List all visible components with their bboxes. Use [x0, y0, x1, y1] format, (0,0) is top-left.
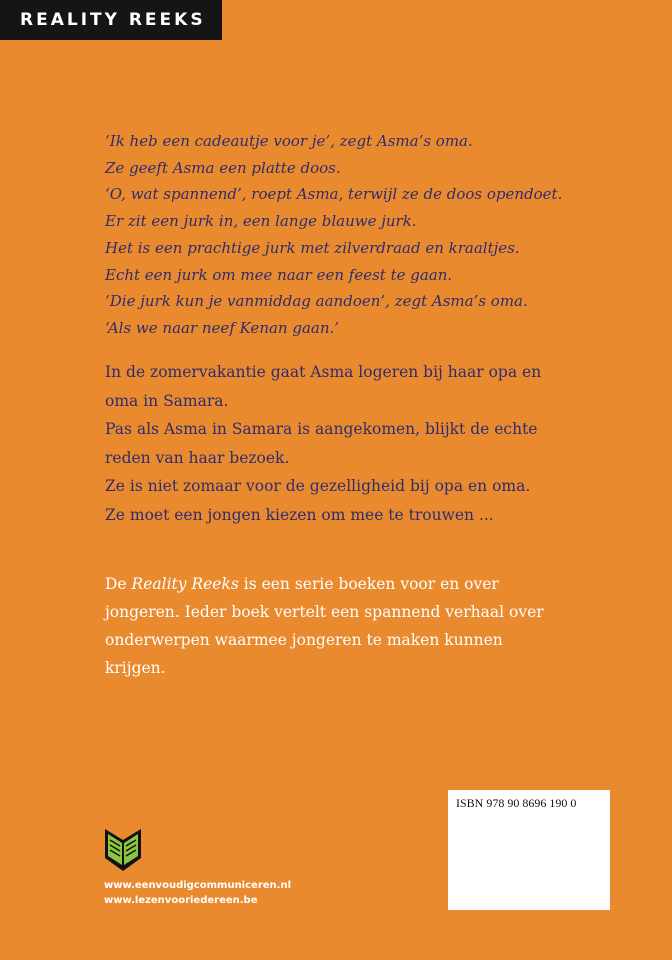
open-book-chevron-icon: [104, 828, 142, 872]
quote-line: ‘Die jurk kun je vanmiddag aandoen’, zegt Asma’s oma.: [105, 292, 528, 311]
about-line: [105, 570, 565, 598]
summary-line: reden van haar bezoek.: [105, 448, 290, 467]
series-name: Reality Reeks: [131, 575, 239, 593]
quote-line: ‘Ik heb een cadeautje voor je’, zegt Asma’s oma.: [105, 132, 473, 150]
quote-line: Het is een prachtige jurk met zilverdraad en kraaltjes.: [105, 238, 520, 257]
summary-line: Ze moet een jongen kiezen om mee te trouwen ...: [105, 505, 494, 524]
series-label: REALITY REEKS: [0, 0, 222, 40]
website-links: [104, 878, 291, 908]
about-line: jongeren. Ieder boek vertelt een spannend verhaal over: [105, 603, 544, 621]
quote-line: ‘Als we naar neef Kenan gaan.’: [105, 318, 340, 337]
isbn-number: ISBN 978 90 8696 190 0: [456, 796, 577, 810]
summary-line: Ze is niet zomaar voor de gezelligheid bij opa en oma.: [105, 477, 531, 495]
about-prefix: De: [105, 575, 132, 593]
about-line-rest: is een serie boeken voor en over: [238, 575, 499, 593]
about-line: onderwerpen waarmee jongeren te maken kunnen: [105, 631, 503, 649]
summary-line: oma in Samara.: [105, 391, 229, 410]
summary-line: Pas als Asma in Samara is aangekomen, blijkt de echte: [105, 420, 538, 438]
summary-line: In de zomervakantie gaat Asma logeren bij haar opa en: [105, 363, 542, 381]
quote-line: ‘O, wat spannend’, roept Asma, terwijl ze de doos opendoet.: [105, 185, 563, 204]
back-cover-quote: [105, 128, 565, 342]
website-url[interactable]: www.eenvoudigcommuniceren.nl: [104, 880, 292, 891]
book-summary: [105, 358, 565, 529]
isbn-box: [448, 790, 610, 910]
quote-line: Er zit een jurk in, een lange blauwe jurk.: [105, 212, 417, 231]
about-line: krijgen.: [105, 659, 166, 677]
website-url[interactable]: www.lezenvooriedereen.be: [104, 895, 258, 906]
quote-line: Ze geeft Asma een platte doos.: [105, 158, 341, 177]
quote-line: Echt een jurk om mee naar een feest te gaan.: [105, 265, 453, 284]
series-description: [105, 570, 565, 682]
